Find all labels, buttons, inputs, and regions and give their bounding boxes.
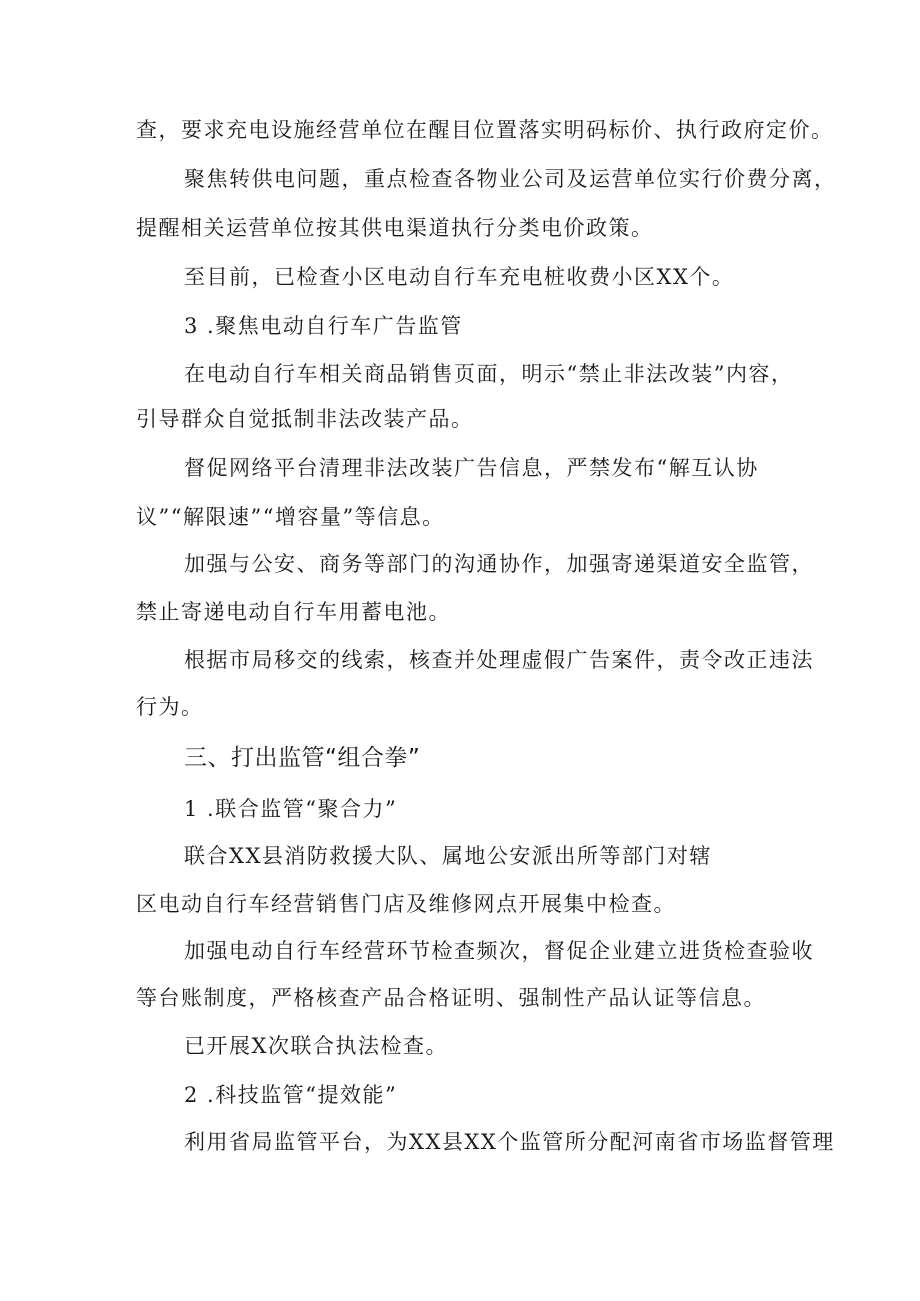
paragraph-line: 加强与公安、商务等部门的沟通协作，加强寄递渠道安全监管， <box>184 552 814 576</box>
paragraph-line: 加强电动自行车经营环节检查频次，督促企业建立进货检查验收 <box>184 939 814 963</box>
subheading: 1 .联合监管“聚合力” <box>184 797 398 821</box>
paragraph-line: 督促网络平台清理非法改装广告信息，严禁发布“解互认协 <box>184 456 759 480</box>
paragraph-line: 聚焦转供电问题，重点检查各物业公司及运营单位实行价费分离， <box>184 167 837 191</box>
paragraph-line: 等台账制度，严格核查产品合格证明、强制性产品认证等信息。 <box>136 986 766 1010</box>
paragraph-line: 禁止寄递电动自行车用蓄电池。 <box>136 600 451 624</box>
paragraph-line: 利用省局监管平台，为XX县XX个监管所分配河南省市场监督管理 <box>184 1130 835 1154</box>
paragraph-line: 区电动自行车经营销售门店及维修网点开展集中检查。 <box>136 892 676 916</box>
subheading: 2 .科技监管“提效能” <box>184 1083 398 1107</box>
paragraph-line: 在电动自行车相关商品销售页面，明示“禁止非法改装”内容， <box>184 362 794 386</box>
section-heading: 三、打出监管“组合拳” <box>184 745 421 771</box>
subheading: 3 .聚焦电动自行车广告监管 <box>184 314 463 338</box>
paragraph-line: 至目前，已检查小区电动自行车充电桩收费小区XX个。 <box>184 265 735 289</box>
paragraph-line: 查，要求充电设施经营单位在醒目位置落实明码标价、执行政府定价。 <box>136 118 834 142</box>
paragraph-line: 引导群众自觉抵制非法改装产品。 <box>136 407 474 431</box>
paragraph-line: 联合XX县消防救援大队、属地公安派出所等部门对辖 <box>184 844 712 868</box>
paragraph-line: 提醒相关运营单位按其供电渠道执行分类电价政策。 <box>136 216 654 240</box>
paragraph-line: 根据市局移交的线索，核查并处理虚假广告案件，责令改正违法 <box>184 648 814 672</box>
paragraph-line: 行为。 <box>136 695 204 719</box>
paragraph-line: 已开展X次联合执法检查。 <box>184 1034 448 1058</box>
paragraph-line: 议”“解限速”“增容量”等信息。 <box>136 505 445 529</box>
